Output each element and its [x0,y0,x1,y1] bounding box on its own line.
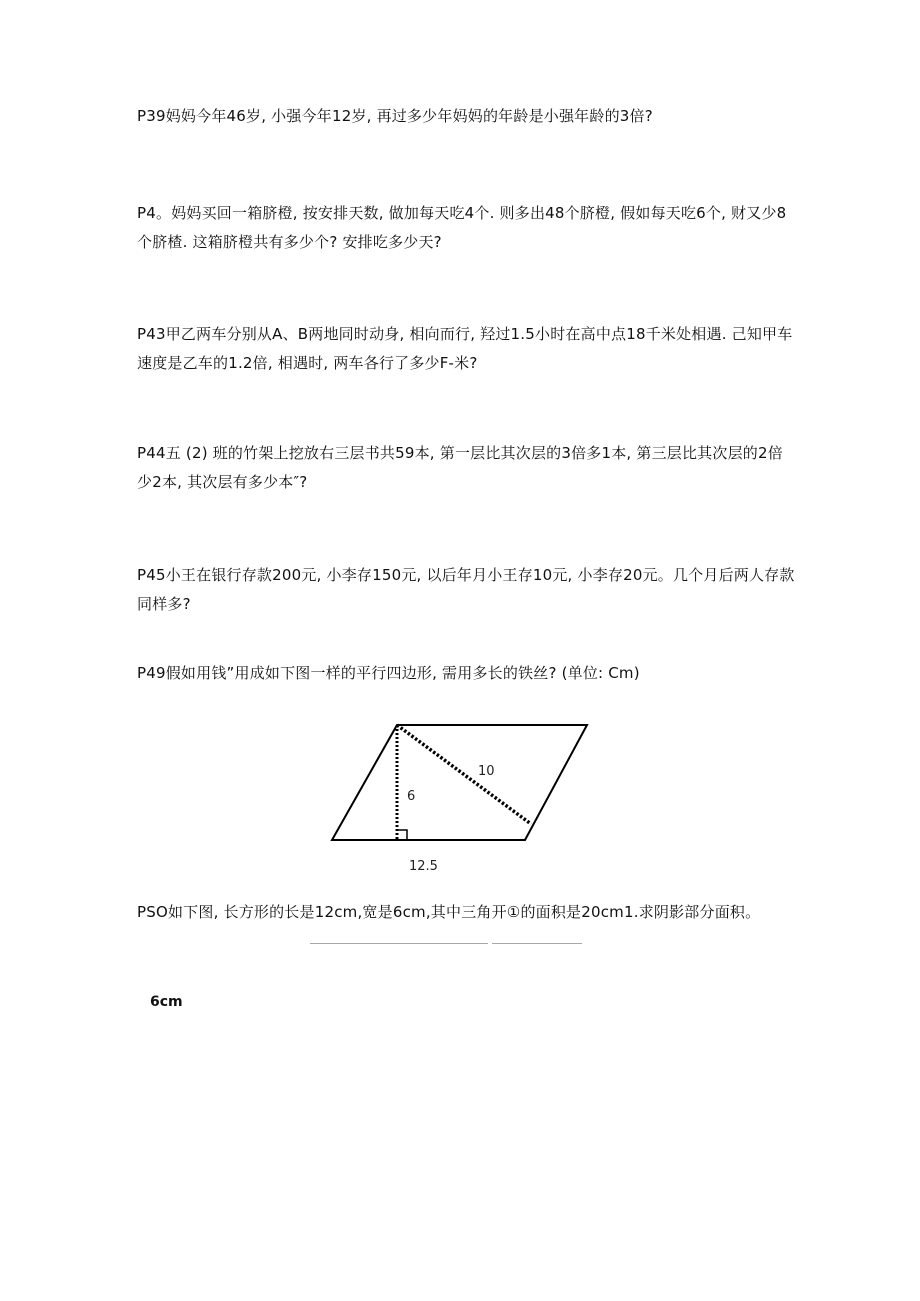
base-label: 12.5 [409,859,438,874]
problem-p49: P49假如用钱”用成如下图一样的平行四边形, 需用多长的铁丝? (单位: Cm) [137,664,640,682]
problem-p4: P4。妈妈买回一箱脐橙, 按安排天数, 做加每天吃4个. 则多出48个脐橙, 假如每天吃6个, 财又少8个脐楂. 这箱脐橙共有多少个? 安排吃多少天? [137,204,787,251]
parallelogram-outline [332,725,587,840]
rectangle-width-label: 6cm [150,994,183,1010]
side-label: 10 [478,764,495,779]
rectangle-top-edge [310,943,488,944]
problem-p44: P44五 (2) 班的竹架上挖放右三层书共59本, 第一层比其次层的3倍多1本, 第三层比其次层的2倍少2本, 其次层有多少本″? [137,444,783,491]
problem-p39: P39妈妈今年46岁, 小强今年12岁, 再过多少年妈妈的年龄是小强年龄的3倍? [137,107,653,125]
diagonal-dotted-line [397,725,531,824]
height-label: 6 [407,789,416,804]
problem-p43: P43甲乙两车分别从A、B两地同时动身, 相向而行, 羟过1.5小时在高中点18千米处相遇. 己知甲车速度是乙车的1.2倍, 相遇时, 两车各行了多少F-米? [137,325,793,372]
parallelogram-figure [320,712,600,882]
problem-p50: PSO如下图, 长方形的长是12cm,宽是6cm,其中三角开①的面积是20cm1.求阴影部分面积。 [137,903,761,921]
rectangle-top-edge-right [492,943,582,944]
problem-p45: P45小王在银行存款200元, 小李存150元, 以后年月小王存10元, 小李存20元。几个月后两人存款同样多? [137,566,795,613]
